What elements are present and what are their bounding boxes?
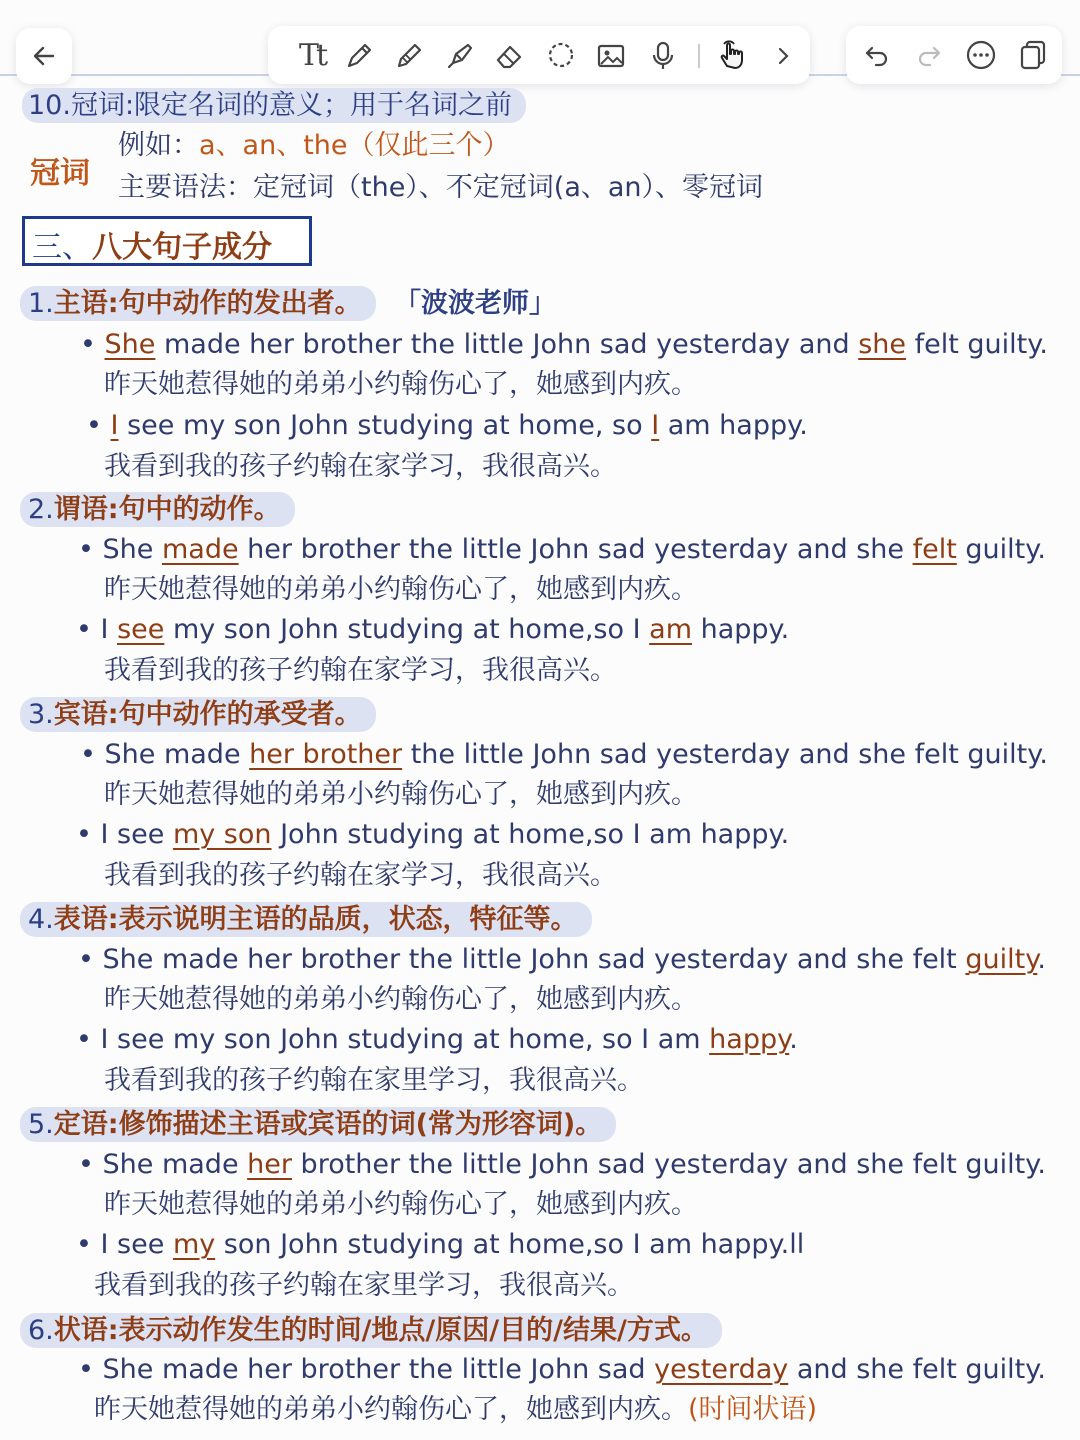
heading-subject	[20, 286, 376, 321]
section-title	[32, 222, 272, 266]
text-tool-icon[interactable]: Tt	[298, 37, 326, 73]
heading-title: 表语	[53, 904, 108, 935]
example-value: a、an、the（仅此三个）	[199, 130, 510, 161]
heading-num: 4.	[28, 904, 54, 935]
sentence-part: I	[100, 614, 118, 645]
heading-num: 2.	[28, 494, 54, 525]
pen-icon[interactable]	[342, 39, 376, 73]
tool-separator	[698, 44, 700, 68]
keyword: her brother	[249, 739, 403, 770]
image-icon[interactable]	[594, 39, 628, 73]
back-button[interactable]	[16, 28, 72, 84]
example-zh: 我看到我的孩子约翰在家学习，我很高兴。	[104, 451, 617, 482]
sentence-part: her brother the little John sad yesterday and she	[238, 534, 913, 565]
keyword: my	[172, 1229, 216, 1260]
keyword: yesterday	[654, 1354, 789, 1385]
example-zh: 我看到我的孩子约翰在家里学习，我很高兴。	[104, 1065, 644, 1096]
heading-title: 谓语	[53, 494, 108, 525]
example-prefix: 例如：	[118, 130, 199, 161]
example-zh	[94, 1396, 817, 1423]
undo-icon[interactable]	[862, 40, 892, 70]
example-en	[76, 1026, 798, 1053]
keyword: my son	[172, 819, 272, 850]
sentence-part: I see	[100, 1229, 173, 1260]
bullet: •	[76, 819, 101, 850]
sentence-part: John studying at home,so I am happy.	[271, 819, 790, 850]
heading-article-text: 10.冠词:限定名词的意义；用于名词之前	[28, 90, 513, 121]
bullet: •	[78, 1149, 103, 1180]
example-zh: 昨天她惹得她的弟弟小约翰伤心了，她感到内疚。	[104, 1189, 698, 1220]
pages-icon[interactable]	[1016, 38, 1050, 72]
hand-touch-icon[interactable]	[714, 37, 750, 73]
section-title-text: 八大句子成分	[92, 230, 272, 265]
section-prefix: 三、	[32, 230, 92, 265]
sentence-part: guilty.	[956, 534, 1046, 565]
keyword: She	[104, 329, 156, 360]
heading-desc: :表示说明主语的品质，状态，特征等。	[107, 904, 578, 935]
example-en	[76, 616, 789, 643]
lasso-icon[interactable]	[544, 39, 578, 73]
sentence-part: see my son John studying at home, so	[118, 410, 652, 441]
keyword: am	[649, 614, 693, 645]
keyword: her	[247, 1149, 292, 1180]
example-en	[76, 1231, 804, 1258]
zh-tag: (时间状语)	[688, 1394, 818, 1425]
bullet: •	[78, 1354, 103, 1385]
heading-num: 3.	[28, 699, 54, 730]
bullet: •	[80, 739, 105, 770]
heading-predicate	[20, 492, 295, 527]
sentence-part: my son John studying at home,so I	[164, 614, 650, 645]
sentence-part: I see	[100, 819, 173, 850]
keyword: she	[858, 329, 907, 360]
sentence-part: and she felt guilty.	[788, 1354, 1046, 1385]
eraser-icon[interactable]	[492, 39, 526, 73]
heading-article	[22, 88, 526, 123]
sentence-part: She made	[104, 739, 250, 770]
example-en	[76, 821, 789, 848]
bullet: •	[78, 534, 103, 565]
heading-adverbial	[20, 1313, 722, 1348]
more-icon[interactable]	[964, 38, 998, 72]
heading-object	[20, 697, 376, 732]
heading-num: 1.	[28, 288, 54, 319]
sentence-part: .	[789, 1024, 798, 1055]
keyword: happy	[709, 1024, 790, 1055]
keyword: see	[117, 614, 165, 645]
chevron-right-icon[interactable]	[768, 41, 798, 71]
heading-desc: :表示动作发生的时间/地点/原因/目的/结果/方式。	[107, 1315, 708, 1346]
heading-desc: :句中的动作。	[107, 494, 281, 525]
example-en	[78, 536, 1046, 563]
keyword: I	[110, 410, 119, 441]
bullet: •	[76, 1229, 101, 1260]
pencil-icon[interactable]	[392, 39, 426, 73]
heading-desc: :修饰描述主语或宾语的词(常为形容词)。	[107, 1109, 603, 1140]
sentence-part: .	[1037, 944, 1046, 975]
sentence-part: felt guilty.	[906, 329, 1048, 360]
example-en	[78, 1151, 1046, 1178]
heading-title: 定语	[53, 1109, 108, 1140]
example-zh: 我看到我的孩子约翰在家学习，我很高兴。	[104, 860, 617, 891]
example-en	[78, 946, 1046, 973]
sentence-part: brother the little John sad yesterday and she felt guilty.	[291, 1149, 1046, 1180]
example-en	[86, 412, 808, 439]
sentence-part: She made her brother the little John sad	[102, 1354, 655, 1385]
heading-num: 6.	[28, 1315, 54, 1346]
arrow-left-icon	[30, 42, 58, 70]
keyword: made	[161, 534, 239, 565]
sentence-part: the little John sad yesterday and she felt guilty.	[402, 739, 1048, 770]
example-en	[80, 331, 1048, 358]
history-controls	[846, 26, 1062, 84]
example-zh: 昨天她惹得她的弟弟小约翰伤心了，她感到内疚。	[104, 779, 698, 810]
sentence-part: I see my son John studying at home, so I am	[100, 1024, 710, 1055]
highlighter-icon[interactable]	[442, 39, 476, 73]
sentence-part: She made	[102, 1149, 248, 1180]
sentence-part: made her brother the little John sad yesterday and	[155, 329, 859, 360]
example-en	[80, 741, 1048, 768]
bullet: •	[86, 410, 111, 441]
sentence-part: happy.	[692, 614, 790, 645]
heading-attribute	[20, 1107, 616, 1142]
bullet: •	[78, 944, 103, 975]
grammar-line: 主要语法：定冠词（the）、不定冠词(a、an）、零冠词	[118, 172, 764, 203]
example-en	[78, 1356, 1046, 1383]
bullet: •	[76, 1024, 101, 1055]
bullet: •	[80, 329, 105, 360]
example-zh: 我看到我的孩子约翰在家里学习，我很高兴。	[94, 1270, 634, 1301]
heading-title: 宾语	[53, 699, 108, 730]
redo-icon[interactable]	[914, 40, 944, 70]
tool-palette	[268, 26, 810, 84]
heading-desc: :句中动作的承受者。	[107, 699, 362, 730]
sentence-part: son John studying at home,so I am happy.ll	[215, 1229, 805, 1260]
heading-predicative	[20, 902, 592, 937]
sentence-part: She	[102, 534, 162, 565]
keyword: guilty	[965, 944, 1038, 975]
zh-text: 昨天她惹得她的弟弟小约翰伤心了，她感到内疚。	[94, 1394, 688, 1425]
heading-title: 主语	[53, 288, 108, 319]
sentence-part: She made her brother the little John sad yesterday and she felt	[102, 944, 966, 975]
example-zh: 昨天她惹得她的弟弟小约翰伤心了，她感到内疚。	[104, 984, 698, 1015]
example-zh: 昨天她惹得她的弟弟小约翰伤心了，她感到内疚。	[104, 369, 698, 400]
bullet: •	[76, 614, 101, 645]
microphone-icon[interactable]	[646, 39, 680, 73]
heading-title: 状语	[53, 1315, 108, 1346]
heading-desc: :句中动作的发出者。	[107, 288, 362, 319]
heading-num: 5.	[28, 1109, 54, 1140]
teacher-tag: 「波波老师」	[394, 288, 556, 319]
keyword: I	[651, 410, 660, 441]
example-zh: 昨天她惹得她的弟弟小约翰伤心了，她感到内疚。	[104, 574, 698, 605]
sentence-part: am happy.	[659, 410, 808, 441]
example-zh: 我看到我的孩子约翰在家学习，我很高兴。	[104, 655, 617, 686]
example-line	[118, 132, 510, 159]
guanci-label: 冠词	[30, 156, 90, 191]
keyword: felt	[912, 534, 957, 565]
